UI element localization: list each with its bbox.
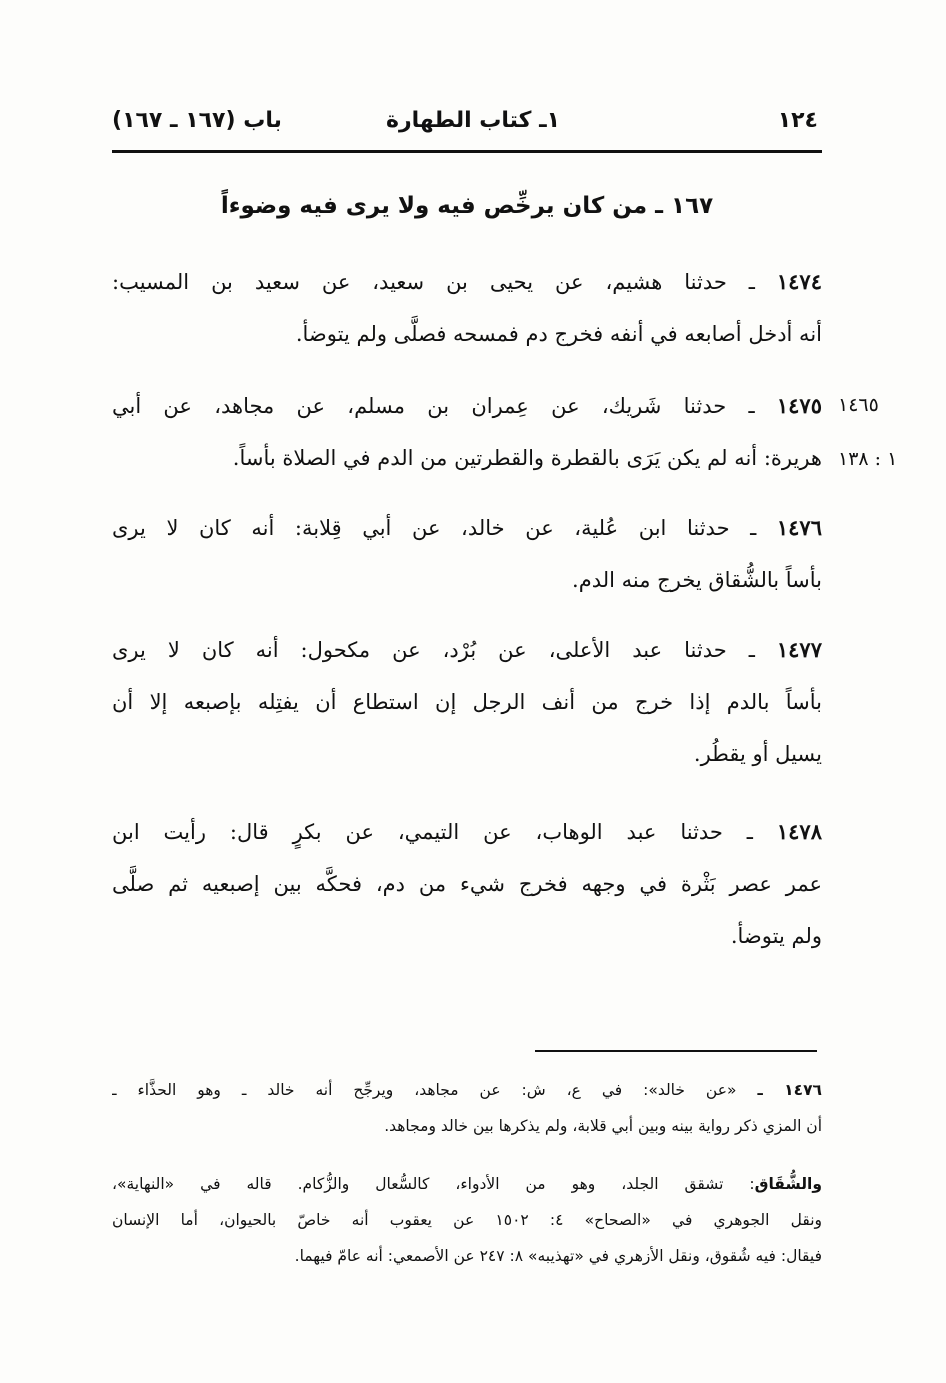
header-rule [112, 150, 822, 153]
hadith-line: ١٤٧٤ ـ حدثنا هشيم، عن يحيى بن سعيد، عن سعيد بن المسيب: [112, 269, 822, 294]
footnote-line: والشُّقَاق: تشقق الجلد، وهو من الأدواء، كالسُّعال والزُّكام. قاله في «النهاية»، [112, 1175, 822, 1193]
footnote-line: أن المزي ذكر رواية بينه وبين أبي قلابة، ولم يذكرها بين خالد ومجاهد. [384, 1117, 822, 1135]
hadith-number: ١٤٧٨ [776, 819, 822, 844]
hadith-number: ١٤٧٤ [776, 269, 822, 294]
hadith-line: ١٤٧٥ ـ حدثنا شَريك، عن عِمران بن مسلم، عن مجاهد، عن أبي [112, 393, 822, 418]
footnote-separator [535, 1050, 817, 1052]
footnote-lead: والشُّقَاق [754, 1175, 822, 1193]
footnote-lead: ١٤٧٦ ـ [757, 1081, 822, 1099]
footnote-line: ونقل الجوهري في «الصحاح» ٤: ١٥٠٢ عن يعقوب أنه خاصّ بالحيوان، أما الإنسان [112, 1211, 822, 1229]
hadith-number: ١٤٧٦ [776, 515, 822, 540]
hadith-line: هريرة: أنه لم يكن يَرَى بالقطرة والقطرتين من الدم في الصلاة بأساً. [232, 446, 822, 470]
hadith-line: عمر عصر بَثْرة في وجهه فخرج شيء من دم، فحكَّه بين إصبعيه ثم صلَّى [112, 872, 822, 896]
hadith-line: يسيل أو يقطُر. [693, 742, 822, 766]
hadith-number: ١٤٧٧ [776, 637, 822, 662]
hadith-number: ١٤٧٥ [776, 393, 822, 418]
hadith-line: بأساً بالدم إذا خرج من أنف الرجل إن استطاع أن يفتِله بإصبعه إلا أن [112, 690, 822, 714]
chapter-range: باب (١٦٧ ـ ١٦٧) [112, 108, 282, 133]
footnote-line: فيقال: فيه شُقوق، ونقل الأزهري في «تهذيبه» ٨: ٢٤٧ عن الأصمعي: أنه عامّ فيهما. [294, 1247, 822, 1265]
footnote-shuqaq [112, 1166, 822, 1274]
hadith-line: ولم يتوضأ. [730, 924, 822, 948]
hadith-line: ١٤٧٦ ـ حدثنا ابن عُلية، عن خالد، عن أبي قِلابة: أنه كان لا يرى [112, 515, 822, 540]
hadith-line: ١٤٧٧ ـ حدثنا عبد الأعلى، عن بُرْد، عن مكحول: أنه كان لا يرى [112, 637, 822, 662]
hadith-1478 [112, 806, 822, 962]
footnote-1476 [112, 1072, 822, 1144]
margin-reference: ١٤٦٥ [838, 394, 879, 416]
chapter-title: ١٦٧ ـ من كان يرخِّص فيه ولا يرى فيه وضوءاً [220, 193, 714, 219]
hadith-line: ١٤٧٨ ـ حدثنا عبد الوهاب، عن التيمي، عن بكرٍ قال: رأيت ابن [112, 819, 822, 844]
hadith-1474 [112, 256, 822, 360]
page-number: ١٢٤ [777, 108, 818, 133]
hadith-1476 [112, 502, 822, 606]
footnote-line: ١٤٧٦ ـ «عن خالد»: في ع، ش: عن مجاهد، ويرجِّح أنه خالد ـ وهو الحذَّاء ـ [112, 1081, 822, 1099]
hadith-1475 [112, 380, 822, 484]
hadith-1477 [112, 624, 822, 780]
hadith-line: أنه أدخل أصابعه في أنفه فخرج دم فمسحه فصلَّى ولم يتوضأ. [295, 322, 822, 346]
book-title: ١ـ كتاب الطهارة [385, 108, 561, 133]
hadith-line: بأساً بالشُّقاق يخرج منه الدم. [572, 568, 822, 592]
margin-reference: ١ : ١٣٨ [838, 448, 898, 470]
